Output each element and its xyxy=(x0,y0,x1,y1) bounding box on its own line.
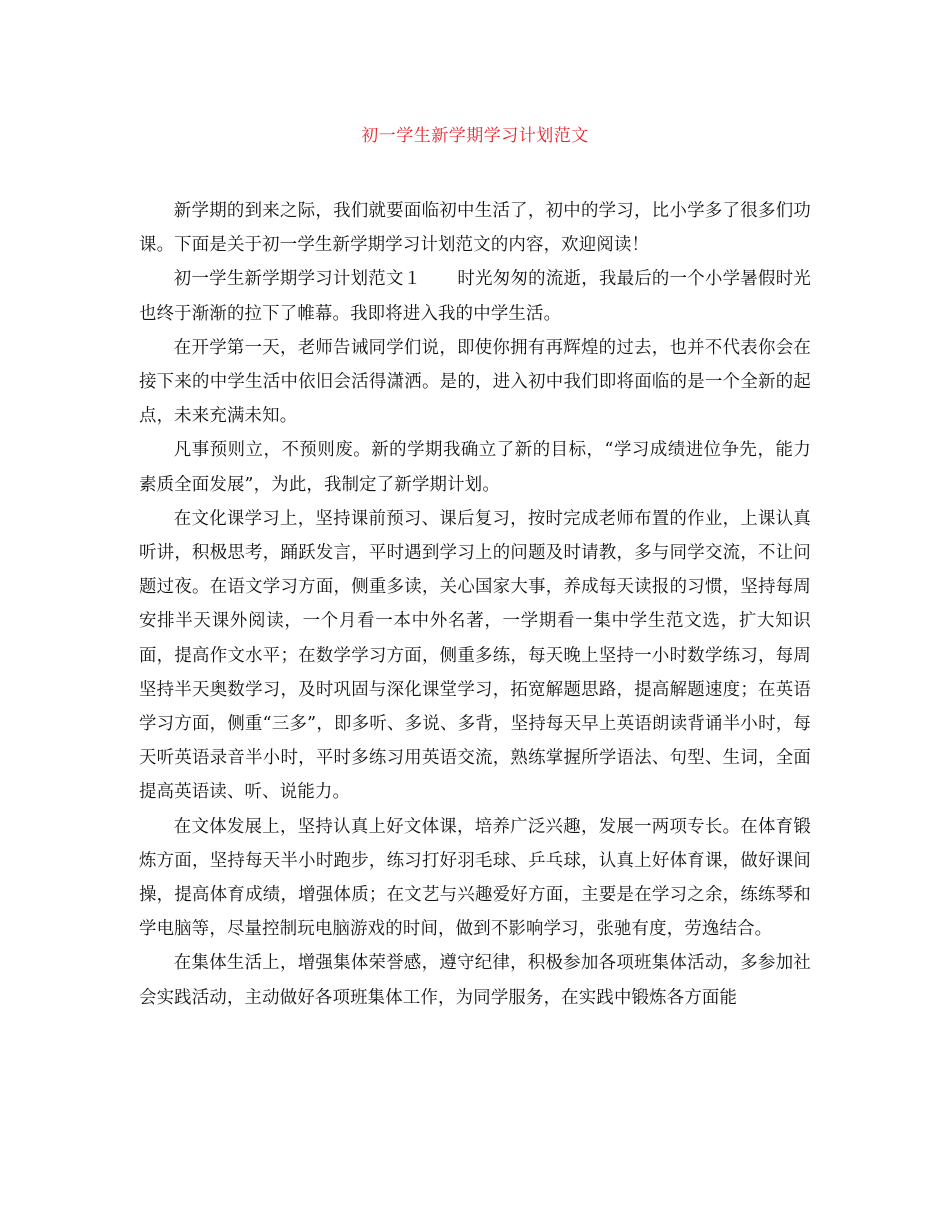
paragraph-intro xyxy=(139,194,811,262)
paragraph-essay-one xyxy=(139,262,811,330)
paragraph-goal xyxy=(139,433,811,501)
paragraph-text: 在开学第一天，老师告诫同学们说，即使你拥有再辉煌的过去，也并不代表你会在接下来的中学生活中依旧会活得潇洒。是的，进入初中我们即将面临的是一个全新的起点，未来充满未知。 xyxy=(139,337,811,427)
document-title: 初一学生新学期学习计划范文 xyxy=(361,126,589,146)
paragraph-text: 新学期的到来之际，我们就要面临初中生活了，初中的学习，比小学多了很多们功课。下面是关于初一学生新学期学习计划范文的内容，欢迎阅读！ xyxy=(139,201,811,256)
paragraph-sports-arts xyxy=(139,810,811,947)
paragraph-text: 在文化课学习上，坚持课前预习、课后复习，按时完成老师布置的作业，上课认真听讲，积极思考，踊跃发言，平时遇到学习上的问题及时请教，多与同学交流，不让问题过夜。在语文学习方面，侧重多读，关心国家大事，养成每天读报的习惯，坚持每周安排半天课外阅读，一个月看一本中外名著，一学期看一集中学生范文选，扩大知识面，提高作文水平；在数学学习方面，侧重多练，每天晚上坚持一小时数学练习，每周坚持半天奥数学习，及时巩固与深化课堂学习，拓宽解题思路，提高解题速度；在英语学习方面，侧重“三多”，即多听、多说、多背，坚持每天早上英语朗读背诵半小时，每天听英语录音半小时，平时多练习用英语交流，熟练掌握所学语法、句型、生词，全面提高英语读、听、说能力。 xyxy=(139,508,811,803)
document-body xyxy=(139,194,811,1015)
paragraph-text: 时光匆匆的流逝，我最后的一个小学暑假时光也终于渐渐的拉下了帷幕。我即将进入我的中学生活。 xyxy=(139,269,811,324)
paragraph-collective xyxy=(139,946,811,1014)
essay-heading: 初一学生新学期学习计划范文１ xyxy=(173,269,422,290)
paragraph-first-day xyxy=(139,331,811,434)
paragraph-text: 在集体生活上，增强集体荣誉感，遵守纪律，积极参加各项班集体活动，多参加社会实践活动，主动做好各项班集体工作，为同学服务，在实践中锻炼各方面能 xyxy=(139,953,811,1008)
paragraph-study xyxy=(139,502,811,810)
paragraph-text: 凡事预则立，不预则废。新的学期我确立了新的目标，“学习成绩进位争先，能力素质全面发展”，为此，我制定了新学期计划。 xyxy=(139,440,811,495)
paragraph-text: 在文体发展上，坚持认真上好文体课，培养广泛兴趣，发展一两项专长。在体育锻炼方面，坚持每天半小时跑步，练习打好羽毛球、乒乓球，认真上好体育课，做好课间操，提高体育成绩，增强体质；在文艺与兴趣爱好方面，主要是在学习之余，练练琴和学电脑等，尽量控制玩电脑游戏的时间，做到不影响学习，张驰有度，劳逸结合。 xyxy=(139,816,811,940)
